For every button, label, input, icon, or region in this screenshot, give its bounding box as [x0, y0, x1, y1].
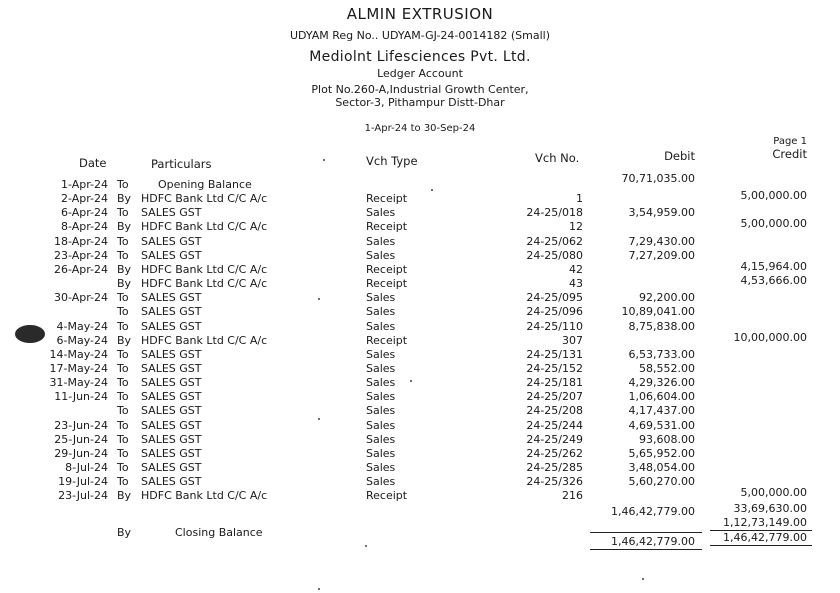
entry-particulars: Opening Balance — [158, 178, 252, 191]
entry-to-by: To — [117, 475, 129, 489]
ledger-row — [0, 235, 840, 249]
entry-particulars: SALES GST — [141, 432, 202, 446]
entry-vch-no: 24-25/208 — [526, 404, 583, 418]
total-rule-debit-bottom — [590, 549, 702, 550]
entry-to-by: By — [117, 220, 132, 234]
entry-debit: 10,89,041.00 — [621, 305, 695, 319]
entry-to-by: To — [117, 347, 129, 361]
entry-vch-type: Sales — [366, 319, 396, 333]
entry-to-by: To — [117, 446, 129, 460]
scan-speck — [318, 298, 320, 300]
ledger-row — [0, 259, 840, 277]
punch-hole-mark — [12, 322, 48, 346]
entry-particulars: HDFC Bank Ltd C/C A/c — [141, 277, 268, 291]
ledger-row — [0, 305, 840, 319]
entry-debit: 5,65,952.00 — [628, 446, 695, 460]
col-vch-no: Vch No. — [535, 151, 580, 165]
scan-speck — [323, 159, 325, 161]
scan-speck — [365, 545, 367, 547]
ledger-row — [0, 404, 840, 418]
entry-vch-type: Sales — [366, 461, 396, 474]
ledger-row — [0, 461, 840, 475]
entry-to-by: To — [117, 206, 129, 220]
entry-date: 23-Jun-24 — [54, 418, 108, 432]
entry-vch-type: Sales — [366, 418, 396, 432]
entry-debit: 6,53,733.00 — [628, 347, 695, 361]
total-credit: 1,46,42,779.00 — [723, 531, 807, 544]
entry-vch-type: Sales — [366, 291, 396, 305]
entry-date: 18-Apr-24 — [53, 234, 108, 248]
entry-particulars: SALES GST — [141, 404, 202, 418]
ledger-row — [0, 217, 840, 234]
entry-vch-no: 24-25/110 — [526, 319, 583, 333]
entry-vch-type: Receipt — [366, 489, 408, 503]
entry-vch-type: Sales — [366, 404, 396, 418]
entry-particulars: SALES GST — [141, 361, 202, 375]
entry-debit: 70,71,035.00 — [621, 172, 695, 185]
entry-vch-type: Receipt — [366, 262, 408, 276]
entry-particulars: SALES GST — [141, 446, 202, 460]
scan-speck — [410, 380, 412, 382]
entry-vch-type: Receipt — [366, 192, 408, 206]
ledger-row — [0, 291, 840, 305]
col-date: Date — [79, 156, 107, 170]
entry-credit: 4,15,964.00 — [740, 259, 807, 273]
entry-vch-no: 24-25/249 — [526, 432, 583, 446]
entry-to-by: To — [117, 319, 129, 333]
period-range: 1-Apr-24 to 30-Sep-24 — [364, 123, 476, 134]
total-rule-debit-top — [590, 532, 702, 533]
entry-vch-no: 24-25/095 — [526, 291, 583, 305]
entry-vch-no: 24-25/018 — [526, 206, 583, 220]
entry-debit: 4,17,437.00 — [628, 404, 695, 418]
entry-to-by: To — [117, 361, 129, 375]
entry-date: 14-May-24 — [49, 347, 108, 361]
entry-vch-no: 24-25/262 — [526, 446, 583, 460]
entry-particulars: SALES GST — [141, 390, 202, 404]
entry-vch-no: 216 — [562, 489, 583, 503]
entry-vch-type: Sales — [366, 361, 396, 375]
entry-vch-no: 24-25/326 — [526, 475, 583, 489]
entry-date: 1-Apr-24 — [60, 178, 108, 191]
entry-vch-no: 307 — [562, 333, 583, 347]
entry-particulars: SALES GST — [141, 347, 202, 361]
scan-speck — [431, 189, 433, 191]
ledger-row — [0, 433, 840, 447]
entry-vch-type: Sales — [366, 305, 396, 319]
entry-vch-no: 43 — [569, 277, 583, 291]
entry-particulars: SALES GST — [141, 475, 202, 489]
entry-particulars: SALES GST — [141, 248, 202, 262]
ledger-subtitle: Ledger Account — [377, 67, 463, 80]
party-name: Mediolnt Lifesciences Pvt. Ltd. — [309, 49, 531, 65]
entry-particulars: SALES GST — [141, 376, 202, 390]
entry-vch-no: 24-25/152 — [526, 361, 583, 375]
entry-vch-no: 24-25/207 — [526, 390, 583, 404]
entry-vch-no: 24-25/131 — [526, 347, 583, 361]
scan-speck — [318, 418, 320, 420]
entry-to-by: By — [117, 333, 132, 347]
entry-vch-type: Sales — [366, 347, 396, 361]
entry-debit: 8,75,838.00 — [628, 319, 695, 333]
entry-date: 4-May-24 — [56, 319, 108, 333]
page-number: Page 1 — [773, 136, 807, 147]
entry-debit: 7,29,430.00 — [628, 234, 695, 248]
entry-to-by: To — [117, 305, 129, 319]
entry-vch-type: Receipt — [366, 277, 408, 291]
entry-debit: 4,29,326.00 — [628, 376, 695, 390]
total-debit: 1,46,42,779.00 — [611, 535, 695, 548]
entry-date: 17-May-24 — [49, 361, 108, 375]
entry-debit: 4,69,531.00 — [628, 418, 695, 432]
col-debit: Debit — [664, 149, 695, 163]
entry-vch-type: Sales — [366, 390, 396, 404]
entry-date: 26-Apr-24 — [53, 262, 108, 276]
entry-to-by: To — [117, 376, 129, 390]
entry-particulars: HDFC Bank Ltd C/C A/c — [141, 220, 268, 234]
ledger-row — [0, 348, 840, 362]
entry-credit: 4,53,666.00 — [740, 274, 807, 288]
entry-vch-no: 1 — [576, 192, 583, 206]
entry-particulars: HDFC Bank Ltd C/C A/c — [141, 262, 268, 276]
entry-date: 11-Jun-24 — [54, 390, 108, 404]
entry-vch-type: Receipt — [366, 220, 408, 234]
entry-vch-no: 24-25/285 — [526, 461, 583, 474]
entry-credit: 10,00,000.00 — [733, 330, 807, 344]
entry-debit: 1,06,604.00 — [628, 390, 695, 404]
udyam-registration: UDYAM Reg No.. UDYAM-GJ-24-0014182 (Small) — [289, 29, 551, 42]
entry-particulars: SALES GST — [141, 305, 202, 319]
entry-to-by: To — [117, 418, 129, 432]
entry-vch-type: Sales — [366, 206, 396, 220]
ledger-row — [0, 330, 840, 348]
ledger-row — [0, 189, 840, 206]
entry-debit: 5,60,270.00 — [628, 475, 695, 489]
ledger-row — [0, 447, 840, 461]
entry-to-by: To — [117, 291, 129, 305]
entry-date: 23-Apr-24 — [53, 248, 108, 262]
entry-vch-no: 24-25/080 — [526, 248, 583, 262]
entry-to-by: To — [117, 234, 129, 248]
ledger-row — [0, 362, 840, 376]
entry-vch-type: Receipt — [366, 333, 408, 347]
entry-date: 6-May-24 — [56, 333, 108, 347]
entry-particulars: SALES GST — [141, 461, 202, 474]
ledger-row — [0, 320, 840, 334]
entry-vch-no: 12 — [569, 220, 583, 234]
scan-speck — [318, 588, 320, 590]
entry-particulars: SALES GST — [141, 319, 202, 333]
entry-particulars: HDFC Bank Ltd C/C A/c — [141, 192, 268, 206]
entry-debit: 58,552.00 — [639, 361, 695, 375]
ledger-row — [0, 376, 840, 390]
entry-date: 8-Apr-24 — [60, 220, 108, 234]
entry-debit: 3,54,959.00 — [628, 206, 695, 220]
entry-particulars: SALES GST — [141, 234, 202, 248]
ledger-row — [0, 486, 840, 503]
entry-vch-type: Sales — [366, 376, 396, 390]
entry-date: 6-Apr-24 — [60, 206, 108, 220]
entry-debit: 92,200.00 — [639, 291, 695, 305]
entry-to-by: To — [117, 390, 129, 404]
closing-credit: 1,12,73,149.00 — [723, 516, 807, 529]
entry-date: 30-Apr-24 — [53, 291, 108, 305]
entry-vch-no: 24-25/181 — [526, 376, 583, 390]
closing-label: Closing Balance — [175, 526, 263, 539]
entry-credit: 5,00,000.00 — [740, 486, 807, 500]
total-rule-credit-bottom — [710, 545, 812, 546]
ledger-row — [0, 390, 840, 404]
ledger-row — [0, 419, 840, 433]
entry-particulars: SALES GST — [141, 418, 202, 432]
entry-particulars: HDFC Bank Ltd C/C A/c — [141, 333, 268, 347]
entry-credit: 5,00,000.00 — [740, 189, 807, 203]
entry-vch-type: Sales — [366, 475, 396, 489]
entry-to-by: By — [117, 277, 132, 291]
entry-to-by: By — [117, 192, 132, 206]
entry-debit: 93,608.00 — [639, 432, 695, 446]
entry-date: 29-Jun-24 — [54, 446, 108, 460]
col-vch-type: Vch Type — [366, 154, 418, 168]
entry-date: 8-Jul-24 — [65, 461, 108, 474]
subtotal-debit: 1,46,42,779.00 — [611, 505, 695, 518]
entry-date: 25-Jun-24 — [54, 432, 108, 446]
entry-vch-type: Sales — [366, 248, 396, 262]
entry-credit: 5,00,000.00 — [740, 217, 807, 231]
ledger-row — [0, 172, 840, 192]
entry-vch-no: 24-25/062 — [526, 234, 583, 248]
entry-date: 31-May-24 — [49, 376, 108, 390]
entry-to-by: To — [117, 432, 129, 446]
entry-debit: 3,48,054.00 — [628, 461, 695, 474]
scan-speck — [642, 578, 644, 580]
address-line-1: Plot No.260-A,Industrial Growth Center, — [311, 83, 529, 96]
entry-date: 2-Apr-24 — [60, 192, 108, 206]
entry-vch-no: 24-25/096 — [526, 305, 583, 319]
entry-particulars: HDFC Bank Ltd C/C A/c — [141, 489, 268, 503]
entry-particulars: SALES GST — [141, 291, 202, 305]
entry-vch-no: 42 — [569, 262, 583, 276]
entry-date: 19-Jul-24 — [58, 475, 108, 489]
entry-to-by: To — [117, 248, 129, 262]
entry-to-by: To — [117, 404, 129, 418]
entry-date: 23-Jul-24 — [58, 489, 108, 503]
entry-to-by: To — [117, 461, 129, 474]
entry-vch-type: Sales — [366, 432, 396, 446]
entry-debit: 7,27,209.00 — [628, 248, 695, 262]
entry-vch-no: 24-25/244 — [526, 418, 583, 432]
ledger-row — [0, 249, 840, 263]
ledger-row — [0, 206, 840, 220]
entry-vch-type: Sales — [366, 446, 396, 460]
entry-to-by: To — [117, 178, 129, 191]
ledger-row — [0, 274, 840, 291]
entry-vch-type: Sales — [366, 234, 396, 248]
entry-particulars: SALES GST — [141, 206, 202, 220]
ledger-row — [0, 475, 840, 489]
address-line-2: Sector-3, Pithampur Distt-Dhar — [335, 96, 505, 109]
entry-to-by: By — [117, 489, 132, 503]
col-credit: Credit — [772, 147, 807, 161]
closing-to-by: By — [117, 526, 132, 539]
subtotal-credit: 33,69,630.00 — [733, 502, 807, 515]
col-particulars: Particulars — [151, 157, 212, 171]
company-name: ALMIN EXTRUSION — [346, 5, 494, 23]
entry-to-by: By — [117, 262, 132, 276]
